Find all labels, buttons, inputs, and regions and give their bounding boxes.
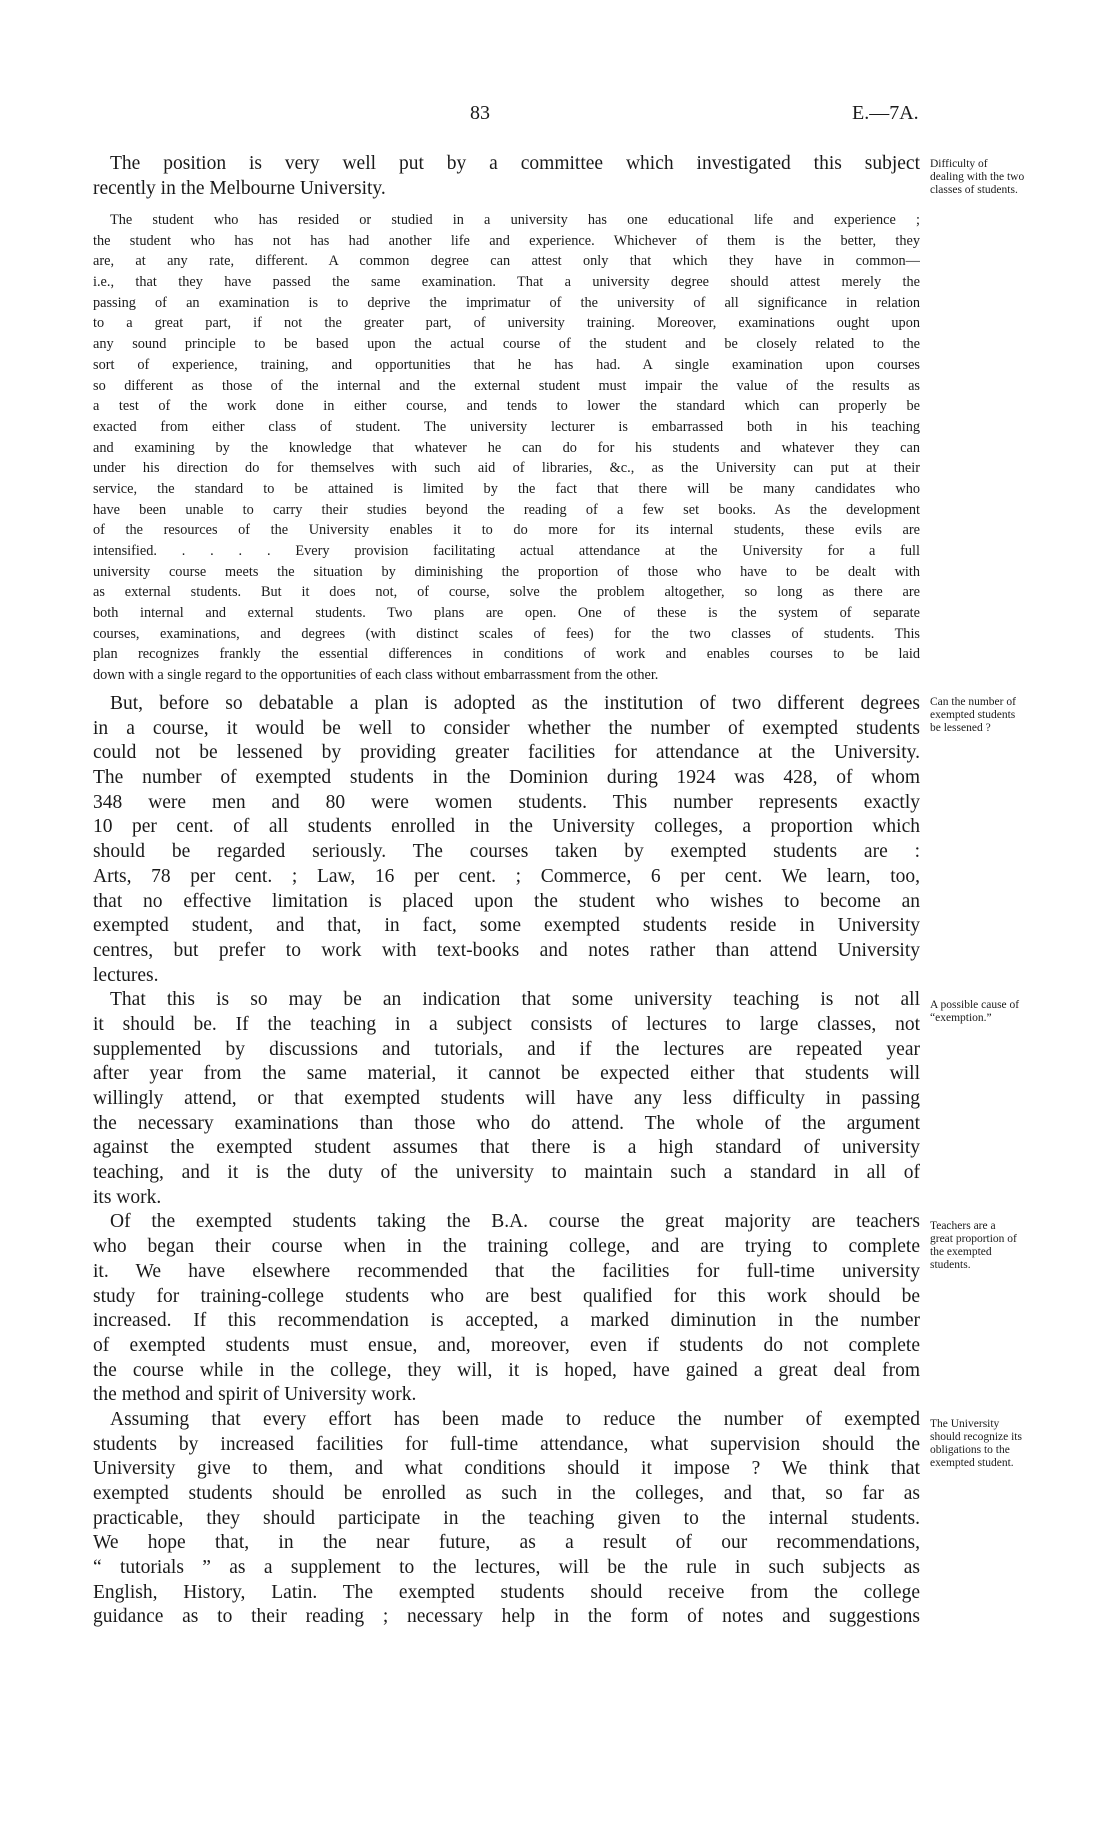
- margin-note-line: the exempted: [930, 1246, 992, 1258]
- text-line: The number of exempted students in the Dominion during 1924 was 428, of whom: [93, 767, 920, 789]
- text-line: in a course, it would be well to consider whether the number of exempted students: [93, 717, 920, 739]
- quote-line: and examining by the knowledge that whatever he can do for his students and whatever they can: [93, 439, 920, 456]
- quote-line: any sound principle to be based upon the actual course of the student and be closely related to the: [93, 336, 920, 353]
- text-line: increased. If this recommendation is accepted, a marked diminution in the number: [93, 1310, 920, 1332]
- text-line: teaching, and it is the duty of the university to maintain such a standard in all of: [93, 1162, 920, 1184]
- margin-note: [930, 1220, 1080, 1272]
- text-line: exempted students should be enrolled as such in the colleges, and that, so far as: [93, 1483, 920, 1504]
- text-line: That this is so may be an indication that some university teaching is not all: [110, 989, 920, 1011]
- text-line: centres, but prefer to work with text-books and notes rather than attend University: [93, 939, 920, 961]
- margin-note-line: obligations to the: [930, 1444, 1010, 1456]
- text-line: could not be lessened by providing greater facilities for attendance at the University.: [93, 742, 920, 764]
- quote-line: courses, examinations, and degrees (with distinct scales of fees) for the two classes of students. This: [93, 625, 920, 642]
- quote-line: The student who has resided or studied in a university has one educational life and experience ;: [110, 212, 920, 228]
- quote-line: university course meets the situation by diminishing the proportion of those who have to be dealt with: [93, 563, 920, 580]
- text-line: lectures.: [93, 964, 159, 986]
- text-line: against the exempted student assumes that there is a high standard of university: [93, 1137, 920, 1159]
- margin-note-line: dealing with the two: [930, 171, 1025, 183]
- text-line: The position is very well put by a committee which investigated this subject: [110, 153, 920, 174]
- text-line: the necessary examinations than those who do attend. The whole of the argument: [93, 1112, 920, 1134]
- text-line: the method and spirit of University work.: [93, 1384, 417, 1406]
- quote-line: the student who has not has had another life and experience. Whichever of them is the better, they: [93, 232, 920, 249]
- text-line: recently in the Melbourne University.: [93, 177, 386, 199]
- text-line: guidance as to their reading ; necessary help in the form of notes and suggestions: [93, 1606, 920, 1628]
- text-line: 348 were men and 80 were women students. This number represents exactly: [93, 791, 920, 813]
- text-line: supplemented by discussions and tutorials, and if the lectures are repeated year: [93, 1038, 920, 1060]
- quote-line: down with a single regard to the opportunities of each class without embarrassment from the other.: [93, 667, 659, 684]
- quote-line: intensified. . . . . Every provision facilitating actual attendance at the University for a full: [93, 543, 920, 559]
- text-line: practicable, they should participate in the teaching given to the internal students.: [93, 1507, 920, 1529]
- text-line: the course while in the college, they will, it is hoped, have gained a great deal from: [93, 1359, 920, 1381]
- margin-note: [930, 158, 1080, 197]
- text-line: 10 per cent. of all students enrolled in the University colleges, a proportion which: [93, 816, 920, 838]
- margin-note-line: great proportion of: [930, 1233, 1017, 1245]
- document-code: E.—7A.: [852, 102, 919, 124]
- margin-note-line: Teachers are a: [930, 1220, 996, 1232]
- text-line: its work.: [93, 1186, 162, 1208]
- quote-line: both internal and external students. Two plans are open. One of these is the system of separate: [93, 605, 920, 622]
- quote-line: service, the standard to be attained is limited by the fact that there will be many candidates who: [93, 480, 920, 497]
- text-line: University give to them, and what conditions should it impose ? We think that: [93, 1458, 920, 1480]
- text-line: English, History, Latin. The exempted students should receive from the college: [93, 1581, 920, 1603]
- quote-line: sort of experience, training, and opportunities that he has had. A single examination upon courses: [93, 356, 920, 373]
- margin-note-line: A possible cause of: [930, 999, 1020, 1011]
- text-line: of exempted students must ensue, and, moreover, even if students do not complete: [93, 1334, 920, 1356]
- text-line: it should be. If the teaching in a subject consists of lectures to large classes, not: [93, 1013, 920, 1035]
- page-number: 83: [470, 102, 490, 124]
- margin-note-line: The University: [930, 1418, 1000, 1430]
- quote-line: so different as those of the internal and the external student must impair the value of the results as: [93, 377, 920, 394]
- quote-line: are, at any rate, different. A common degree can attest only that which they have in common—: [93, 253, 920, 270]
- margin-note-line: students.: [930, 1259, 971, 1271]
- quote-line: plan recognizes frankly the essential differences in conditions of work and enables courses to be laid: [93, 646, 920, 663]
- quote-line: as external students. But it does not, of course, solve the problem altogether, so long as there are: [93, 584, 920, 601]
- paragraph: [93, 692, 920, 988]
- margin-note: [930, 696, 1080, 735]
- margin-note: [930, 1418, 1080, 1470]
- paragraph: [93, 1408, 920, 1630]
- text-line: that no effective limitation is placed upon the student who wishes to become an: [93, 890, 920, 912]
- quote-line: under his direction do for themselves with such aid of libraries, &c., as the University can put at their: [93, 460, 920, 477]
- margin-note-line: “exemption.”: [930, 1012, 992, 1024]
- margin-note: [930, 999, 1080, 1025]
- margin-note-line: Can the number of: [930, 696, 1016, 708]
- paragraph: [93, 988, 920, 1210]
- text-line: Arts, 78 per cent. ; Law, 16 per cent. ; Commerce, 6 per cent. We learn, too,: [93, 865, 920, 887]
- text-line: willingly attend, or that exempted students will have any less difficulty in passing: [93, 1088, 920, 1109]
- text-line: study for training-college students who are best qualified for this work should be: [93, 1285, 920, 1307]
- margin-note-line: Difficulty of: [930, 158, 988, 170]
- margin-note-line: exempted student.: [930, 1457, 1014, 1469]
- paragraph: [93, 1210, 920, 1408]
- text-line: who began their course when in the training college, and are trying to complete: [93, 1236, 920, 1258]
- quote-line: of the resources of the University enables it to do more for its internal students, these evils are: [93, 522, 920, 539]
- text-line: it. We have elsewhere recommended that the facilities for full-time university: [93, 1260, 920, 1282]
- intro-paragraph: [93, 152, 920, 201]
- text-line: students by increased facilities for full-time attendance, what supervision should the: [93, 1433, 920, 1455]
- quote-line: exacted from either class of student. The university lecturer is embarrassed both in his teaching: [93, 418, 920, 435]
- margin-note-line: classes of students.: [930, 184, 1018, 196]
- body-text: [93, 692, 920, 1630]
- text-line: Of the exempted students taking the B.A. course the great majority are teachers: [110, 1211, 920, 1233]
- text-line: after year from the same material, it cannot be expected either that students will: [93, 1063, 920, 1085]
- quote-line: passing of an examination is to deprive the imprimatur of the university of all significance in relation: [93, 294, 920, 311]
- text-line: But, before so debatable a plan is adopted as the institution of two different degrees: [110, 693, 920, 714]
- margin-note-line: exempted students: [930, 709, 1016, 721]
- text-line: We hope that, in the near future, as a result of our recommendations,: [93, 1532, 920, 1554]
- text-line: “ tutorials ” as a supplement to the lectures, will be the rule in such subjects as: [93, 1557, 920, 1579]
- margin-note-line: should recognize its: [930, 1431, 1022, 1443]
- quote-line: have been unable to carry their studies beyond the reading of a few set books. As the development: [93, 501, 920, 518]
- text-line: exempted student, and that, in fact, some exempted students reside in University: [93, 915, 920, 937]
- text-line: should be regarded seriously. The courses taken by exempted students are :: [93, 841, 920, 863]
- block-quote: [93, 210, 920, 686]
- text-line: Assuming that every effort has been made to reduce the number of exempted: [110, 1408, 920, 1430]
- quote-line: i.e., that they have passed the same examination. That a university degree should attest merely the: [93, 274, 920, 291]
- margin-note-line: be lessened ?: [930, 722, 991, 734]
- quote-line: to a great part, if not the greater part, of university training. Moreover, examinations ought upon: [93, 315, 920, 332]
- quote-line: a test of the work done in either course, and tends to lower the standard which can properly be: [93, 398, 920, 415]
